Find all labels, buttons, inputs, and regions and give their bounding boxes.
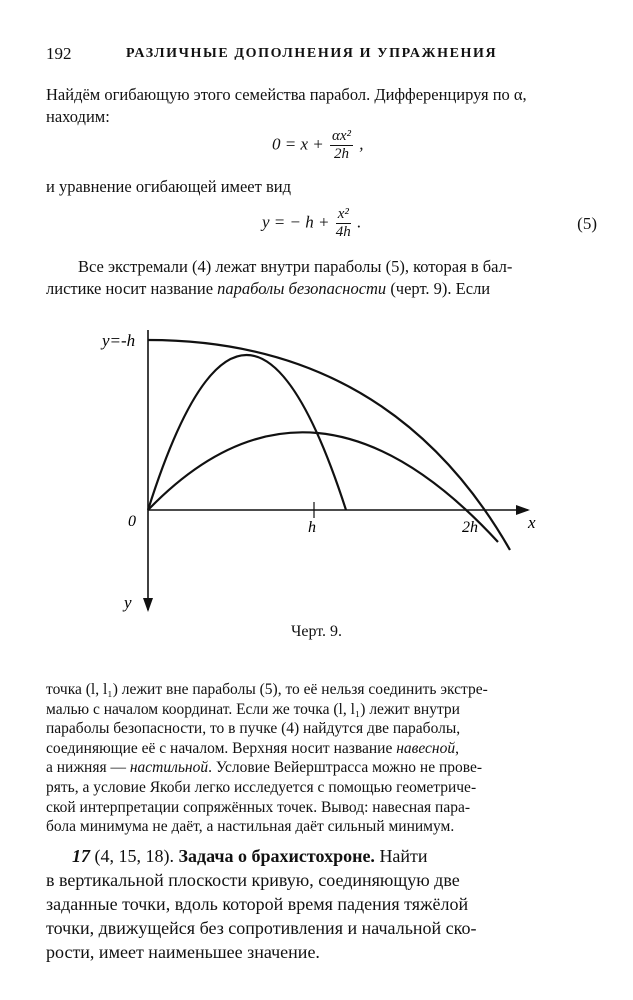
label-h: h <box>308 519 316 536</box>
fraction <box>336 206 351 241</box>
formula-tail: , <box>359 134 364 154</box>
formula-derivative <box>272 128 364 163</box>
text-line: рять, а условие Якоби легко исследуется с помощью геометриче- <box>46 778 477 796</box>
label-x-axis: x <box>528 513 536 532</box>
fraction-numerator: αx² <box>332 128 352 144</box>
text-run: а нижняя — <box>46 759 130 777</box>
running-title: РАЗЛИЧНЫЕ ДОПОЛНЕНИЯ И УПРАЖНЕНИЯ <box>126 46 498 61</box>
text-run: . Условие Вейерштрасса можно не прове- <box>208 759 483 777</box>
text-line: параболы безопасности, то в пучке (4) найдутся две параболы, <box>46 720 461 738</box>
text-line-2 <box>46 278 490 300</box>
emphasis-term: настильной <box>129 759 209 777</box>
paragraph-conclusion <box>46 680 598 837</box>
text-line: точка (l, l₁) лежит вне параболы (5), то её нельзя соединить экстре- <box>46 681 488 698</box>
fraction <box>330 128 353 163</box>
y-axis-arrow-icon <box>143 598 153 612</box>
page-number: 192 <box>46 44 72 63</box>
formula-lhs: 0 = x + <box>272 134 324 154</box>
text-line: Все экстремали (4) лежат внутри параболы (5), которая в бал- <box>78 257 513 276</box>
text-line: ской интерпретации сопряжённых точек. Вывод: навесная пара- <box>46 798 470 816</box>
fraction-denominator: 2h <box>334 146 350 162</box>
problem-17 <box>46 844 592 964</box>
intro-text <box>46 84 598 128</box>
label-origin: 0 <box>128 513 136 530</box>
problem-refs: (4, 15, 18). <box>90 846 179 866</box>
paragraph-extremals <box>46 256 598 300</box>
emphasis-term: параболы безопасности <box>217 279 387 298</box>
formula-tail: . <box>357 212 362 232</box>
text-line <box>46 758 598 778</box>
problem-heading-line <box>46 844 592 868</box>
label-y-top: y=-h <box>102 331 136 350</box>
text-line: в вертикальной плоскости кривую, соединяющую две <box>46 870 460 890</box>
middle-text: и уравнение огибающей имеет вид <box>46 177 291 196</box>
text-line: малью с началом координат. Если же точка (l, l₁) лежит внутри <box>46 700 460 718</box>
text-line: заданные точки, вдоль которой время падения тяжёлой <box>46 894 469 914</box>
figure-caption: Черт. 9. <box>290 623 343 640</box>
text-line: точки, движущейся без сопротивления и начальной ско- <box>46 918 477 938</box>
fraction-denominator: 4h <box>335 224 351 240</box>
intro-line: Найдём огибающую этого семейства парабол. Дифференцируя по α, <box>46 85 527 104</box>
safety-parabola <box>148 340 510 550</box>
text-run: листике носит название <box>46 279 218 298</box>
text-line: рости, имеет наименьшее значение. <box>46 942 320 962</box>
text-run: , <box>455 739 459 757</box>
text-run: соединяющие её с началом. Верхняя носит название <box>46 739 397 757</box>
formula-envelope <box>262 206 361 241</box>
label-2h: 2h <box>462 519 478 536</box>
text-run: (черт. 9). Если <box>386 279 491 298</box>
problem-title: Задача о брахистохроне. <box>178 846 375 866</box>
equation-number: (5) <box>577 214 597 233</box>
text-line <box>46 739 598 759</box>
label-y-axis: y <box>124 593 132 612</box>
problem-number: 17 <box>72 846 90 866</box>
text-run: Найти <box>374 846 428 866</box>
fraction-numerator: x² <box>337 206 349 222</box>
text-line: бола минимума не даёт, а настильная даёт сильный минимум. <box>46 818 455 836</box>
formula-lhs: y = − h + <box>262 212 330 232</box>
figure-parabolas <box>90 310 550 620</box>
page-header <box>46 44 596 68</box>
intro-line: находим: <box>46 107 110 126</box>
emphasis-term: навесной <box>396 739 456 757</box>
